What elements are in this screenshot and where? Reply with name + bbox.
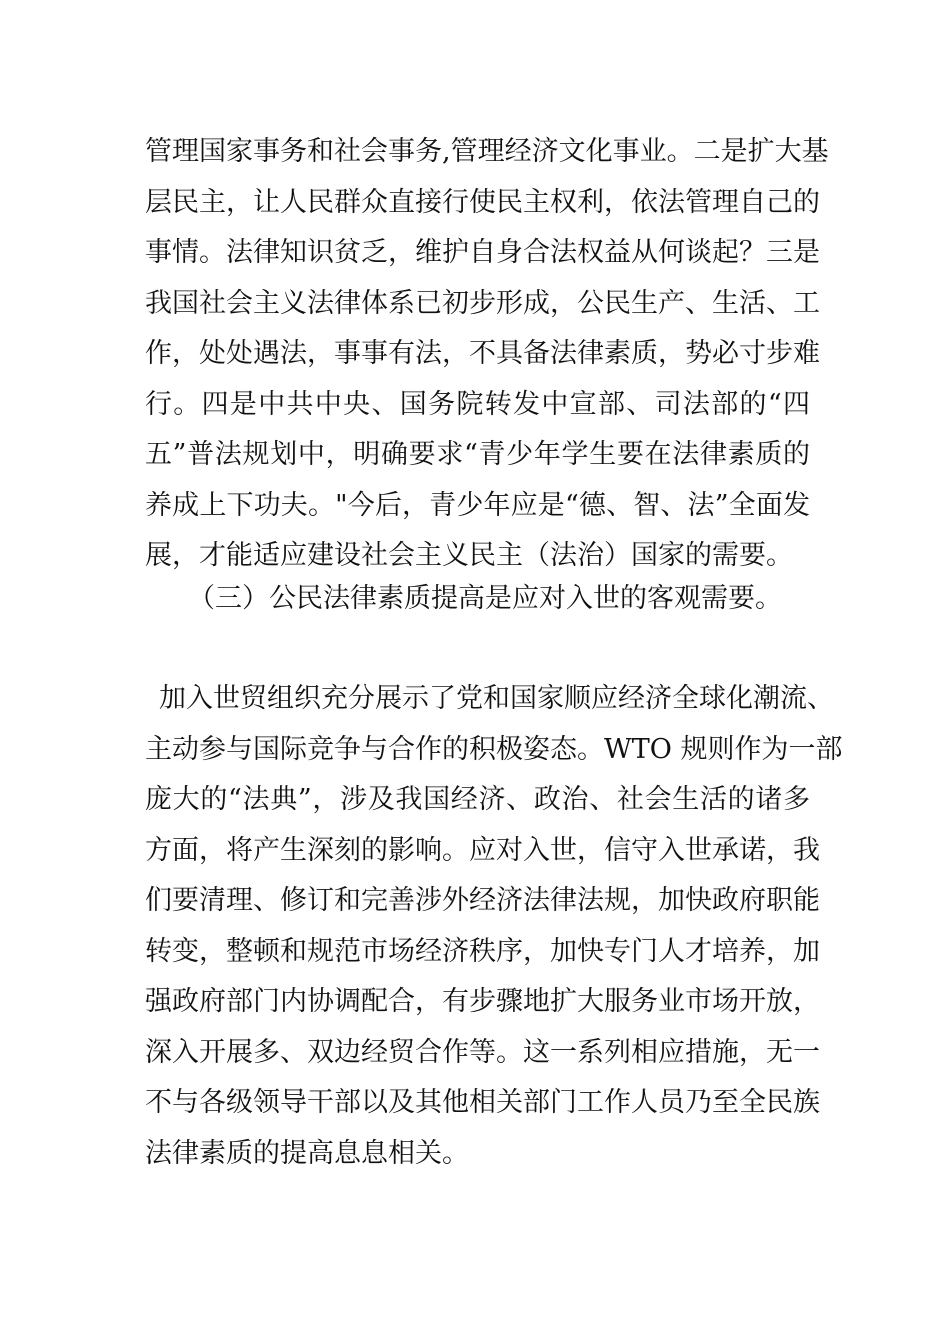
paragraph-2-line: 主动参与国际竞争与合作的积极姿态。WTO 规则作为一部: [145, 733, 843, 765]
paragraph-2-line: 不与各级领导干部以及其他相关部门工作人员乃至全民族: [145, 1087, 820, 1118]
paragraph-2-line: 法律素质的提高息息相关。: [145, 1137, 469, 1169]
paragraph-2-line: 加入世贸组织充分展示了党和国家顺应经济全球化潮流、: [159, 683, 834, 714]
paragraph-1-line: 管理国家事务和社会事务,管理经济文化事业。二是扩大基: [145, 136, 829, 167]
paragraph-1-line: 层民主，让人民群众直接行使民主权利，依法管理自己的: [145, 186, 820, 218]
paragraph-2-line: 们要清理、修订和完善涉外经济法律法规，加快政府职能: [145, 885, 820, 916]
paragraph-1-line: 事情。法律知识贫乏，维护自身合法权益从何谈起？三是: [145, 237, 820, 268]
paragraph-2-line: 强政府部门内协调配合，有步骤地扩大服务业市场开放，: [145, 986, 820, 1017]
paragraph-2-line: 庞大的“法典”，涉及我国经济、政治、社会生活的诸多: [145, 784, 810, 815]
paragraph-2: [145, 674, 843, 1179]
paragraph-1-line: 作，处处遇法，事事有法，不具备法律素质，势必寸步难: [145, 338, 820, 369]
paragraph-1: [145, 127, 829, 582]
paragraph-1-line: 行。四是中共中央、国务院转发中宣部、司法部的“四: [145, 388, 810, 420]
paragraph-2-line: 深入开展多、双边经贸合作等。这一系列相应措施，无一: [145, 1036, 820, 1068]
paragraph-1-line: 五”普法规划中，明确要求“青少年学生要在法律素质的: [145, 439, 810, 470]
paragraph-2-line: 转变，整顿和规范市场经济秩序，加快专门人才培养，加: [145, 935, 820, 967]
paragraph-2-line: 方面，将产生深刻的影响。应对入世，信守入世承诺，我: [145, 834, 820, 866]
paragraph-1-line: 养成上下功夫。"今后，青少年应是“德、智、法”全面发: [145, 489, 810, 521]
paragraph-1-line: 我国社会主义法律体系已初步形成，公民生产、生活、工: [145, 287, 820, 319]
paragraph-1-line: 展，才能适应建设社会主义民主（法治）国家的需要。: [145, 540, 793, 571]
section-heading: （三）公民法律素质提高是应对入世的客观需要。: [188, 583, 782, 614]
